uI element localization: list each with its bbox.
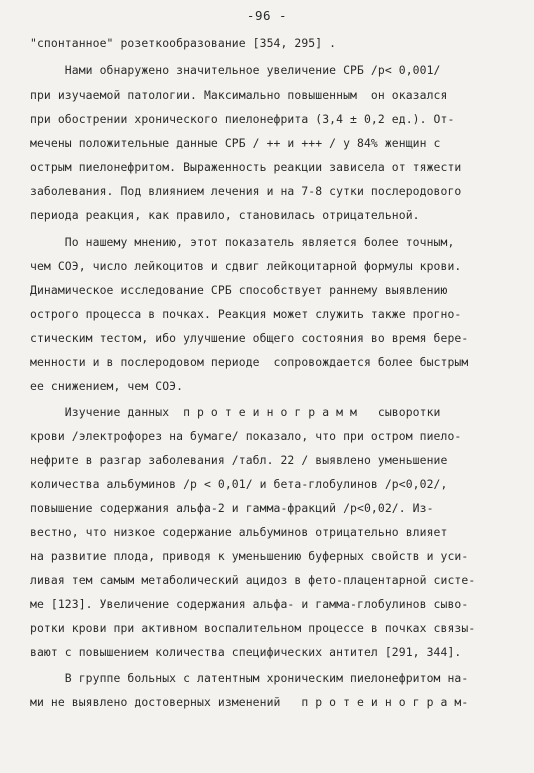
text-line: Динамическое исследование СРБ способствует раннему выявлению	[30, 283, 448, 297]
text-line: количества альбуминов /р < 0,01/ и бета-глобулинов /р<0,02/,	[30, 477, 448, 491]
text-line: острого процесса в почках. Реакция может служить также прогно-	[30, 307, 462, 321]
text-line: острым пиелонефритом. Выраженность реакции зависела от тяжести	[30, 160, 462, 174]
text-line: Изучение данных п р о т е и н о г р а м м сыворотки	[30, 405, 441, 419]
text-line: "спонтанное" розеткообразование [354, 295] .	[30, 36, 337, 50]
text-line: ми не выявлено достоверных изменений п р о т е и н о г р а м-	[30, 695, 469, 709]
text-line: при изучаемой патологии. Максимально повышенным он оказался	[30, 88, 448, 102]
text-line: нефрите в разгар заболевания /табл. 22 / выявлено уменьшение	[30, 453, 448, 467]
text-line: вестно, что низкое содержание альбуминов отрицательно влияет	[30, 525, 448, 539]
text-line: вают с повышением количества специфических антител [291, 344].	[30, 645, 462, 659]
text-line: В группе больных с латентным хроническим пиелонефритом на-	[30, 671, 469, 685]
text-line: Нами обнаружено значительное увеличение СРБ /р< 0,001/	[30, 63, 441, 77]
text-line: ливая тем самым метаболический ацидоз в фето-плацентарной систе-	[30, 573, 476, 587]
text-line: повышение содержания альфа-2 и гамма-фракций /р<0,02/. Из-	[30, 501, 434, 515]
text-line: чем СОЭ, число лейкоцитов и сдвиг лейкоцитарной формулы крови.	[30, 259, 462, 273]
page-number: -96 -	[246, 8, 288, 23]
text-line: ме [123]. Увеличение содержания альфа- и гамма-глобулинов сыво-	[30, 597, 469, 611]
text-line: По нашему мнению, этот показатель является более точным,	[30, 235, 455, 249]
text-line: менности и в послеродовом периоде сопровождается более быстрым	[30, 355, 469, 369]
text-line: ее снижением, чем СОЭ.	[30, 379, 184, 393]
text-line: при обострении хронического пиелонефрита (3,4 ± 0,2 ед.). От-	[30, 112, 455, 126]
text-line: заболевания. Под влиянием лечения и на 7-8 сутки послеродового	[30, 184, 462, 198]
text-line: мечены положительные данные СРБ / ++ и +++ / у 84% женщин с	[30, 136, 441, 150]
text-line: стическим тестом, ибо улучшение общего состояния во время бере-	[30, 331, 469, 345]
text-line: крови /электрофорез на бумаге/ показало, что при остром пиело-	[30, 429, 462, 443]
text-line: периода реакция, как правило, становилась отрицательной.	[30, 208, 420, 222]
text-line: на развитие плода, приводя к уменьшению буферных свойств и уси-	[30, 549, 469, 563]
text-line: ротки крови при активном воспалительном процессе в почках связы-	[30, 621, 476, 635]
